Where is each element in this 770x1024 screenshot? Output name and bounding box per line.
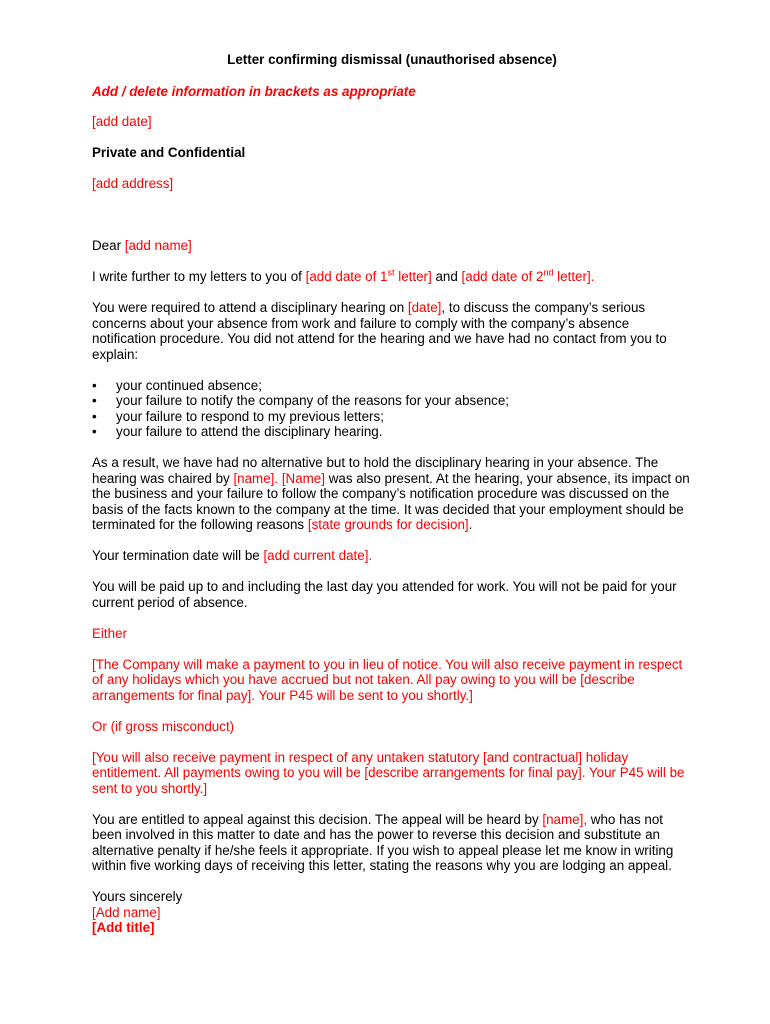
list-item-text: your failure to respond to my previous letters; <box>116 408 384 424</box>
hearing-date-placeholder: [date] <box>407 300 442 315</box>
first-letter-date-placeholder <box>306 269 432 284</box>
superscript: nd <box>543 267 554 278</box>
reasons-list <box>92 378 692 440</box>
text: . <box>468 517 473 532</box>
salutation <box>92 238 692 254</box>
text: letter] <box>394 269 432 284</box>
address-spacer <box>92 207 692 238</box>
list-item <box>92 409 692 425</box>
signature-block <box>92 889 692 936</box>
appeal-name-placeholder: [name], <box>542 811 588 827</box>
bullet-icon: • <box>92 393 97 408</box>
paragraph-hearing-result <box>92 455 692 533</box>
paragraph-gross-misconduct-option: [You will also receive payment in respect of any untaken statutory [and contractual] holiday entitlement. All payments owing to you will be [describe arrangements for final pay]. Your P45 will be sent to you shortly.] <box>92 749 685 796</box>
text: You are entitled to appeal against this decision. The appeal will be heard by <box>92 811 543 827</box>
paragraph-further-letters <box>92 269 692 285</box>
bullet-icon: • <box>92 424 97 439</box>
paragraph-termination-date <box>92 548 692 564</box>
signatory-title-placeholder: [Add title] <box>92 920 155 935</box>
list-item-text: your continued absence; <box>116 377 262 393</box>
paragraph-pay: You will be paid up to and including the last day you attended for work. You will not be paid for your current period of absence. <box>92 579 677 610</box>
signatory-name-placeholder: [Add name] <box>92 904 161 920</box>
bullet-icon: • <box>92 408 97 424</box>
chair-name-placeholder: [name]. [Name] <box>233 470 325 486</box>
text: who has not been involved in this matter to date and has the power to reverse this decision and substitute an alternative penalty if he/she feels it appropriate. If you wish to appeal please let me know in writing within five working days of receiving this letter, stating the reasons why you are lodging an appeal. <box>92 811 674 873</box>
text: Your termination date will be <box>92 548 264 563</box>
text: [add date of 2 <box>461 269 544 284</box>
address-placeholder: [add address] <box>92 176 174 191</box>
text: letter]. <box>553 269 595 284</box>
text: I write further to my letters to you of <box>92 269 306 284</box>
confidential-heading: Private and Confidential <box>92 145 246 160</box>
second-letter-date-placeholder <box>462 269 595 284</box>
salutation-dear: Dear <box>92 238 122 253</box>
list-item-text: your failure to notify the company of the reasons for your absence; <box>116 393 510 408</box>
instruction-note: Add / delete information in brackets as appropriate <box>92 83 416 99</box>
text: , to discuss the company’s serious concerns about your absence from work and failure to comply with the company’s absence notification procedure. You did not attend for the hearing and we have had no contact from you to explain: <box>92 300 667 362</box>
text: [add date of 1 <box>305 269 388 284</box>
text: As a result, we have had no alternative but to hold the disciplinary hearing in your absence. The hearing was chaired by <box>92 455 659 486</box>
paragraph-notice-payment-option: [The Company will make a payment to you in lieu of notice. You will also receive payment in respect of any holidays which you have accrued but not taken. All pay owing to you will be [describe arrangements for final pay]. Your P45 will be sent to you shortly.] <box>92 656 683 703</box>
letter-page <box>92 52 692 936</box>
list-item <box>92 378 692 394</box>
paragraph-hearing-required <box>92 300 692 362</box>
grounds-placeholder: [state grounds for decision] <box>307 517 469 532</box>
text: and <box>431 269 462 284</box>
letter-title: Letter confirming dismissal (unauthorised absence) <box>227 52 557 67</box>
gross-misconduct-option-label: Or (if gross misconduct) <box>92 718 235 734</box>
list-item-text: your failure to attend the disciplinary hearing. <box>116 424 383 439</box>
superscript: st <box>387 267 395 278</box>
bullet-icon: • <box>92 377 97 393</box>
paragraph-appeal <box>92 812 692 874</box>
text: was also present. At the hearing, your absence, its impact on the business and your failure to follow the company’s notification procedure was discussed on the basis of the facts known to the company at the time. It was decided that your employment should be terminated for the following reasons <box>92 470 690 532</box>
closing: Yours sincerely <box>92 889 183 904</box>
list-item <box>92 424 692 440</box>
termination-date-placeholder: [add current date]. <box>263 548 373 563</box>
salutation-name-placeholder: [add name] <box>124 238 192 253</box>
date-placeholder: [add date] <box>92 114 152 129</box>
text: You were required to attend a disciplinary hearing on <box>92 300 408 315</box>
either-option-label: Either <box>92 625 127 641</box>
list-item <box>92 393 692 409</box>
